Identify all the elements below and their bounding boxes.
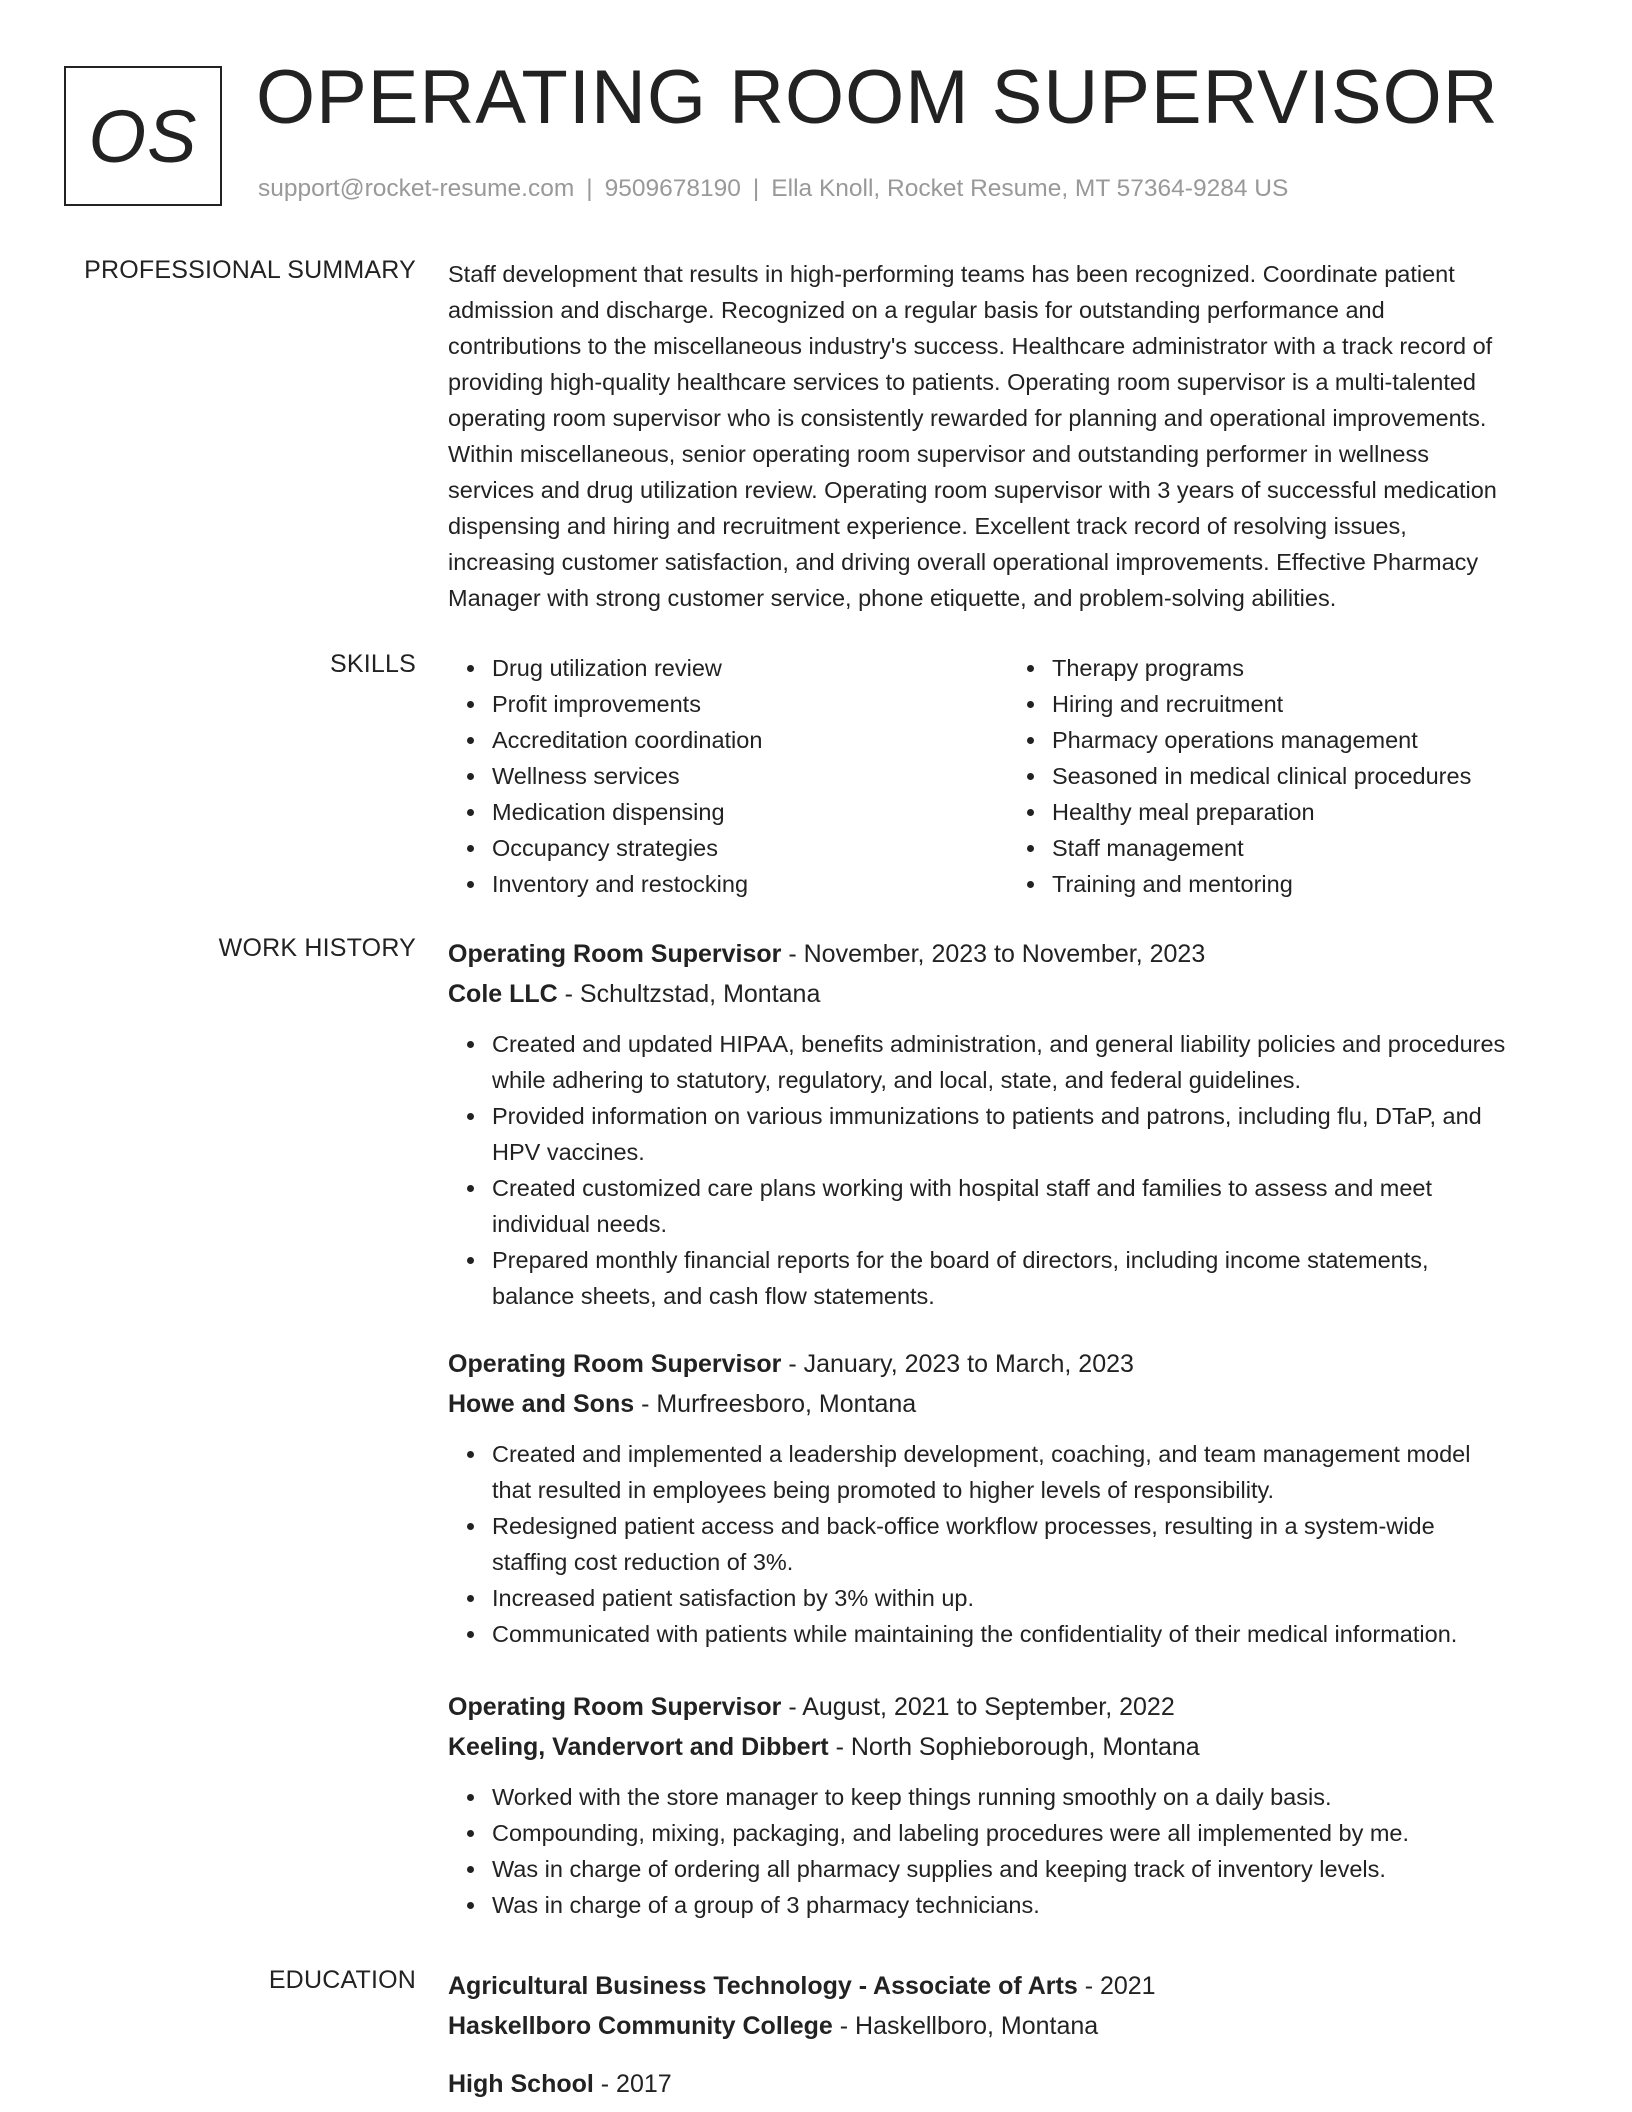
skill-item: Medication dispensing	[492, 794, 1008, 830]
company-name: Cole LLC	[448, 980, 558, 1008]
job-bullets	[448, 1779, 1568, 1923]
summary-line: increasing customer satisfaction, and driving overall operational improvements. Effective Pharmacy	[448, 549, 1479, 575]
job-company-line	[448, 1727, 1568, 1767]
job-title: Operating Room Supervisor	[448, 940, 782, 968]
list-item: Provided information on various immunizations to patients and patrons, including flu, DTaP, and HPV vaccines.	[492, 1098, 1568, 1170]
page-title: OPERATING ROOM SUPERVISOR	[256, 55, 1499, 140]
job-dates: - November, 2023 to November, 2023	[781, 940, 1206, 968]
skill-item: Therapy programs	[1052, 650, 1568, 686]
list-item: Prepared monthly financial reports for the board of directors, including income statements, balance sheets, and cash flow statements.	[492, 1242, 1568, 1314]
summary-line: dispensing and hiring and recruitment experience. Excellent track record of resolving issues,	[448, 513, 1407, 539]
company-location: - Murfreesboro, Montana	[634, 1390, 917, 1418]
contact-line	[258, 175, 1288, 203]
list-item: Was in charge of ordering all pharmacy supplies and keeping track of inventory levels.	[492, 1851, 1568, 1887]
separator: |	[586, 175, 593, 202]
skill-item: Inventory and restocking	[492, 866, 1008, 902]
list-item: Created and updated HIPAA, benefits administration, and general liability policies and procedures while adhering to statutory, regulatory, and local, state, and federal guidelines.	[492, 1026, 1568, 1098]
job-title-line	[448, 934, 1568, 974]
skill-item: Hiring and recruitment	[1052, 686, 1568, 722]
job-title: Operating Room Supervisor	[448, 1350, 782, 1378]
list-item: Redesigned patient access and back-office workflow processes, resulting in a system-wide staffing cost reduction of 3%.	[492, 1508, 1568, 1580]
skills-list-right	[1008, 650, 1568, 902]
skill-item: Occupancy strategies	[492, 830, 1008, 866]
job-dates: - August, 2021 to September, 2022	[781, 1693, 1175, 1721]
company-name: Howe and Sons	[448, 1390, 635, 1418]
email-link[interactable]: support@rocket-resume.com	[258, 175, 575, 202]
school-name: Haskellboro Community College	[448, 2012, 833, 2040]
job-dates: - January, 2023 to March, 2023	[781, 1350, 1134, 1378]
job-entry	[448, 1687, 1568, 1923]
monogram: OS	[64, 66, 222, 206]
summary-line: Staff development that results in high-performing teams has been recognized. Coordinate patient	[448, 261, 1455, 287]
skill-item: Seasoned in medical clinical procedures	[1052, 758, 1568, 794]
skills-list-left	[448, 650, 1008, 902]
summary-line: admission and discharge. Recognized on a regular basis for outstanding performance and	[448, 297, 1385, 323]
company-location: - North Sophieborough, Montana	[828, 1733, 1200, 1761]
education-entry	[448, 2064, 1568, 2104]
job-entry	[448, 934, 1568, 1314]
school-line	[448, 2006, 1568, 2046]
skill-item: Wellness services	[492, 758, 1008, 794]
skill-item: Accreditation coordination	[492, 722, 1008, 758]
company-location: - Schultzstad, Montana	[557, 980, 821, 1008]
summary-line: providing high-quality healthcare services to patients. Operating room supervisor is a multi-talented	[448, 369, 1476, 395]
section-label: WORK HISTORY	[218, 934, 416, 962]
list-item: Created and implemented a leadership development, coaching, and team management model that resulted in employees being promoted to higher levels of responsibility.	[492, 1436, 1568, 1508]
degree: Agricultural Business Technology - Associate of Arts	[448, 1972, 1078, 2000]
list-item: Was in charge of a group of 3 pharmacy technicians.	[492, 1887, 1568, 1923]
summary-line: contributions to the miscellaneous industry's success. Healthcare administrator with a track record of	[448, 333, 1493, 359]
job-company-line	[448, 1384, 1568, 1424]
summary-line: operating room supervisor who is consistently rewarded for planning and operational improvements.	[448, 405, 1487, 431]
skill-item: Healthy meal preparation	[1052, 794, 1568, 830]
school-location: - Haskellboro, Montana	[832, 2012, 1099, 2040]
education-entry	[448, 1966, 1568, 2046]
list-item: Worked with the store manager to keep things running smoothly on a daily basis.	[492, 1779, 1568, 1815]
summary-line: Within miscellaneous, senior operating room supervisor and outstanding performer in wellness	[448, 441, 1429, 467]
section-label: PROFESSIONAL SUMMARY	[84, 256, 416, 284]
company-name: Keeling, Vandervort and Dibbert	[448, 1733, 829, 1761]
job-title-line	[448, 1687, 1568, 1727]
section-label: SKILLS	[330, 650, 416, 678]
list-item: Compounding, mixing, packaging, and labeling procedures were all implemented by me.	[492, 1815, 1568, 1851]
skill-item: Staff management	[1052, 830, 1568, 866]
job-bullets	[448, 1436, 1568, 1652]
degree-line	[448, 2064, 1568, 2104]
job-bullets	[448, 1026, 1568, 1314]
phone: 9509678190	[604, 175, 741, 202]
list-item: Increased patient satisfaction by 3% within up.	[492, 1580, 1568, 1616]
skills-body	[448, 650, 1568, 902]
skill-item: Training and mentoring	[1052, 866, 1568, 902]
degree-line	[448, 1966, 1568, 2006]
job-entry	[448, 1344, 1568, 1652]
skill-item: Pharmacy operations management	[1052, 722, 1568, 758]
summary-line: services and drug utilization review. Operating room supervisor with 3 years of successful medication	[448, 477, 1497, 503]
degree: High School	[448, 2070, 594, 2098]
summary-line: Manager with strong customer service, phone etiquette, and problem-solving abilities.	[448, 585, 1337, 611]
skill-item: Drug utilization review	[492, 650, 1008, 686]
separator: |	[752, 175, 760, 202]
list-item: Communicated with patients while maintaining the confidentiality of their medical information.	[492, 1616, 1568, 1652]
address: Ella Knoll, Rocket Resume, MT 57364-9284 US	[771, 175, 1289, 202]
summary-body	[448, 256, 1568, 616]
job-title: Operating Room Supervisor	[448, 1693, 782, 1721]
skill-item: Profit improvements	[492, 686, 1008, 722]
graduation-year: - 2017	[593, 2070, 672, 2098]
job-title-line	[448, 1344, 1568, 1384]
work-body	[448, 934, 1568, 1918]
graduation-year: - 2021	[1077, 1972, 1156, 2000]
education-body	[448, 1966, 1568, 2104]
job-company-line	[448, 974, 1568, 1014]
section-label: EDUCATION	[268, 1966, 416, 1994]
list-item: Created customized care plans working with hospital staff and families to assess and meet individual needs.	[492, 1170, 1568, 1242]
